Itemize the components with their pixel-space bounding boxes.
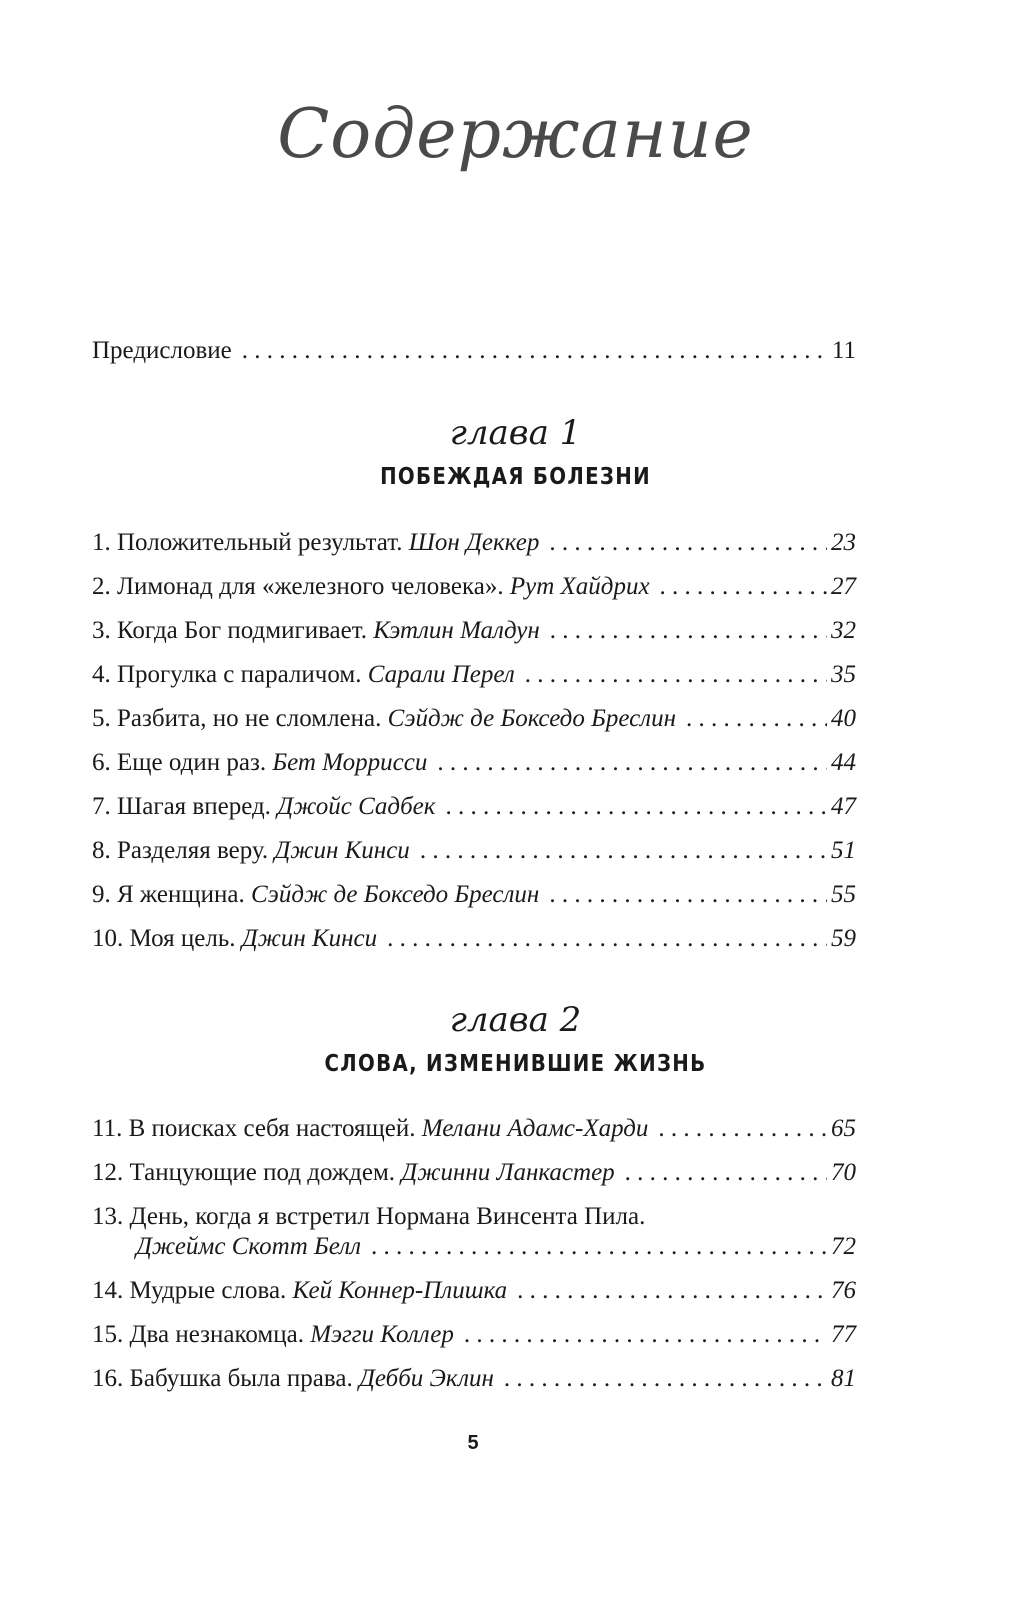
toc-page-number: 59 xyxy=(831,925,856,952)
toc-entry-number: 9. xyxy=(92,881,111,908)
toc-entry[interactable] xyxy=(92,525,856,561)
dot-leader xyxy=(658,1111,827,1147)
toc-entry[interactable] xyxy=(92,745,856,781)
toc-entry-number: 11. xyxy=(92,1115,123,1142)
toc-page-number: 11 xyxy=(831,337,856,364)
toc-entry-author: Джойс Садбек xyxy=(277,793,436,820)
page-title: Содержание xyxy=(277,95,754,174)
toc-entry[interactable] xyxy=(92,1111,856,1147)
toc-entry-author: Сэйдж де Бокседо Бреслин xyxy=(250,881,540,908)
toc-entry[interactable] xyxy=(92,833,856,869)
toc-page-number: 65 xyxy=(831,1115,856,1142)
toc-entry-title: В поисках себя настоящей. xyxy=(128,1115,416,1142)
dot-leader xyxy=(686,701,827,737)
toc-entry[interactable] xyxy=(92,789,856,825)
dot-leader xyxy=(437,745,827,781)
toc-entry-author: Джеймс Скотт Белл xyxy=(136,1233,362,1260)
toc-entry-author: Джинни Ланкастер xyxy=(401,1159,615,1186)
toc-entry-author: Мэгги Коллер xyxy=(310,1321,454,1348)
dot-leader xyxy=(420,833,827,869)
toc-entry-number: 3. xyxy=(92,617,111,644)
dot-leader xyxy=(550,613,827,649)
toc-entry-number: 10. xyxy=(92,925,124,952)
toc-entry-author: Дебби Эклин xyxy=(358,1365,494,1392)
chapter-label: глава 1 xyxy=(449,413,582,453)
toc-entry-number: 14. xyxy=(92,1277,124,1304)
toc-entry[interactable] xyxy=(92,657,856,693)
toc-page-number: 40 xyxy=(831,705,856,732)
toc-entry-author: Шон Деккер xyxy=(408,529,540,556)
toc-entry-title: Разделяя веру. xyxy=(117,837,269,864)
toc-page-number: 55 xyxy=(831,881,856,908)
toc-page-number: 51 xyxy=(831,837,856,864)
dot-leader xyxy=(371,1229,827,1265)
toc-entry-author: Бет Моррисси xyxy=(272,749,428,776)
toc-entry-title: Когда Бог подмигивает. xyxy=(117,617,368,644)
toc-entry[interactable] xyxy=(92,613,856,649)
toc-entry-title: Два незнакомца. xyxy=(129,1321,304,1348)
toc-page-number: 77 xyxy=(831,1321,856,1348)
dot-leader xyxy=(464,1317,827,1353)
toc-entry-title: Шагая вперед. xyxy=(117,793,271,820)
toc-entry-number: 12. xyxy=(92,1159,124,1186)
toc-entry[interactable] xyxy=(92,1155,856,1191)
toc-page-number: 70 xyxy=(831,1159,856,1186)
toc-entry-number: 4. xyxy=(92,661,111,688)
dot-leader xyxy=(625,1155,827,1191)
toc-entry-author: Сарали Перел xyxy=(367,661,515,688)
toc-page-number: 32 xyxy=(831,617,856,644)
chapter-label: глава 2 xyxy=(449,1000,582,1040)
toc-entry-number: 8. xyxy=(92,837,111,864)
chapter-title: СЛОВА, ИЗМЕНИВШИЕ ЖИЗНЬ xyxy=(324,1051,707,1077)
toc-entry-title: Еще один раз. xyxy=(117,749,267,776)
toc-page-number: 76 xyxy=(831,1277,856,1304)
toc-entry-title: Лимонад для «железного человека». xyxy=(117,573,504,600)
toc-page-number: 81 xyxy=(831,1365,856,1392)
toc-page-number: 23 xyxy=(831,529,856,556)
toc-entry-number: 6. xyxy=(92,749,111,776)
toc-entry-number: 13. xyxy=(92,1203,124,1230)
toc-page-number: 27 xyxy=(831,573,856,600)
toc-entry[interactable] xyxy=(92,1361,856,1397)
toc-entry[interactable] xyxy=(92,877,856,913)
toc-entry-author: Сэйдж де Бокседо Бреслин xyxy=(387,705,676,732)
toc-page-number: 47 xyxy=(831,793,856,820)
toc-page-number: 35 xyxy=(831,661,856,688)
toc-entry[interactable] xyxy=(92,921,856,957)
toc-entry-preface[interactable] xyxy=(92,333,856,369)
toc-entry[interactable] xyxy=(92,569,856,605)
toc-entry-title: Танцующие под дождем. xyxy=(129,1159,396,1186)
toc-entry-author: Кей Коннер-Плишка xyxy=(292,1277,508,1304)
dot-leader xyxy=(549,877,827,913)
toc-entry-number: 15. xyxy=(92,1321,124,1348)
toc-entry-title: Мудрые слова. xyxy=(129,1277,287,1304)
dot-leader xyxy=(549,525,827,561)
page-number: 5 xyxy=(467,1432,479,1454)
dot-leader xyxy=(242,333,828,369)
toc-entry[interactable] xyxy=(92,1317,856,1353)
toc-entry[interactable] xyxy=(92,701,856,737)
toc-entry-continuation[interactable] xyxy=(136,1229,856,1265)
toc-entry[interactable] xyxy=(92,1273,856,1309)
toc-entry-author: Мелани Адамс-Харди xyxy=(421,1115,649,1142)
toc-page-number: 72 xyxy=(831,1233,856,1260)
toc-entry-title: Я женщина. xyxy=(117,881,245,908)
chapter-title: ПОБЕЖДАЯ БОЛЕЗНИ xyxy=(380,464,651,490)
dot-leader xyxy=(504,1361,827,1397)
toc-entry-title: День, когда я встретил Нормана Винсента Пила. xyxy=(129,1203,646,1230)
toc-entry-author: Кэтлин Малдун xyxy=(373,617,540,644)
toc-entry-number: 2. xyxy=(92,573,111,600)
toc-entry-title: Предисловие xyxy=(92,337,232,364)
toc-entry-number: 1. xyxy=(92,529,111,556)
dot-leader xyxy=(387,921,827,957)
toc-entry-number: 16. xyxy=(92,1365,124,1392)
toc-entry-title: Моя цель. xyxy=(129,925,236,952)
dot-leader xyxy=(525,657,827,693)
toc-entry-title: Разбита, но не сломлена. xyxy=(117,705,382,732)
toc-entry-number: 5. xyxy=(92,705,111,732)
toc-entry-title: Положительный результат. xyxy=(117,529,403,556)
toc-entry-author: Джин Кинси xyxy=(274,837,410,864)
toc-entry-title: Бабушка была права. xyxy=(129,1365,353,1392)
toc-entry-author: Рут Хайдрих xyxy=(509,573,650,600)
toc-entry-number: 7. xyxy=(92,793,111,820)
toc-entry-title: Прогулка с параличом. xyxy=(117,661,362,688)
dot-leader xyxy=(445,789,827,825)
toc-entry-author: Джин Кинси xyxy=(241,925,378,952)
dot-leader xyxy=(660,569,827,605)
dot-leader xyxy=(517,1273,827,1309)
toc-page-number: 44 xyxy=(831,749,856,776)
